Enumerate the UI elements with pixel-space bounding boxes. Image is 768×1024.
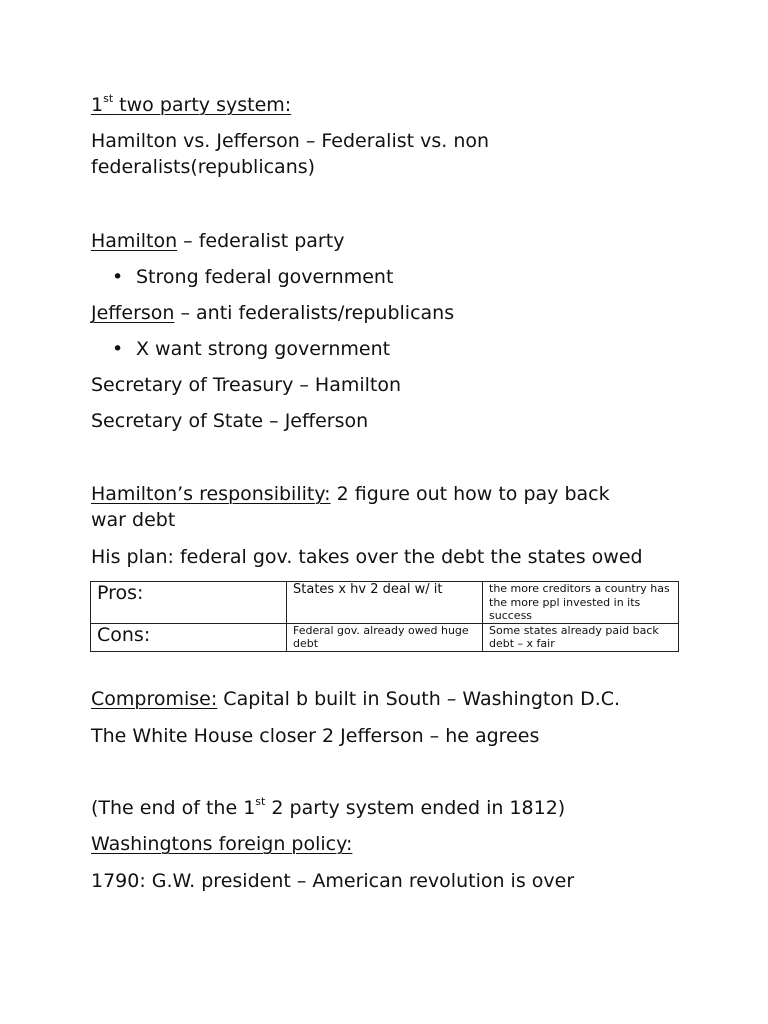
pros-cell: States x hv 2 deal w/ it — [287, 582, 483, 624]
cons-label: Cons: — [91, 623, 287, 651]
white-house-line: The White House closer 2 Jefferson – he agrees — [91, 725, 540, 747]
jefferson-name: Jefferson — [91, 302, 175, 324]
cons-cell: Some states already paid back debt – x fair — [483, 623, 679, 651]
end-note-superscript: st — [255, 795, 266, 808]
table-row — [91, 623, 679, 651]
bullet-icon: • — [112, 338, 124, 360]
secretary-state: Secretary of State – Jefferson — [91, 410, 369, 432]
pros-label: Pros: — [91, 582, 287, 624]
plan-line: His plan: federal gov. takes over the debt the states owed — [91, 546, 643, 568]
intro-line-1: Hamilton vs. Jefferson – Federalist vs. non — [91, 130, 490, 152]
party-system-heading-text — [91, 94, 291, 116]
end-note-start: (The end of the 1 — [91, 797, 256, 819]
end-note-end: 2 party system ended in 1812) — [265, 797, 566, 819]
year-line: 1790: G.W. president – American revolution is over — [91, 870, 575, 892]
cons-cell: Federal gov. already owed huge debt — [287, 623, 483, 651]
compromise-text: Capital b built in South – Washington D.C. — [217, 688, 621, 710]
secretary-treasury: Secretary of Treasury – Hamilton — [91, 374, 402, 396]
hamilton-bullet: Strong federal government — [136, 266, 394, 288]
heading-number: 1 — [91, 94, 104, 116]
responsibility-line-2: war debt — [91, 509, 176, 531]
responsibility-label: Hamilton’s responsibility: — [91, 483, 331, 505]
pros-cell: the more creditors a country has the more ppl invested in its success — [483, 582, 679, 624]
end-note — [91, 795, 565, 821]
responsibility-line — [91, 481, 610, 507]
heading-superscript: st — [103, 92, 114, 105]
intro-line-2: federalists(republicans) — [91, 156, 316, 178]
bullet-icon: • — [112, 266, 124, 288]
hamilton-name: Hamilton — [91, 230, 178, 252]
party-system-heading — [91, 92, 291, 118]
pros-cons-table — [90, 581, 679, 652]
hamilton-line — [91, 228, 344, 254]
jefferson-description: – anti federalists/republicans — [174, 302, 455, 324]
jefferson-bullet: X want strong government — [136, 338, 391, 360]
heading-label: two party system: — [113, 94, 292, 116]
foreign-policy-heading: Washingtons foreign policy: — [91, 833, 353, 855]
hamilton-description: – federalist party — [177, 230, 345, 252]
compromise-label: Compromise: — [91, 688, 218, 710]
jefferson-line — [91, 300, 454, 326]
responsibility-text: 2 figure out how to pay back — [330, 483, 610, 505]
compromise-line — [91, 686, 620, 712]
table-row — [91, 582, 679, 624]
